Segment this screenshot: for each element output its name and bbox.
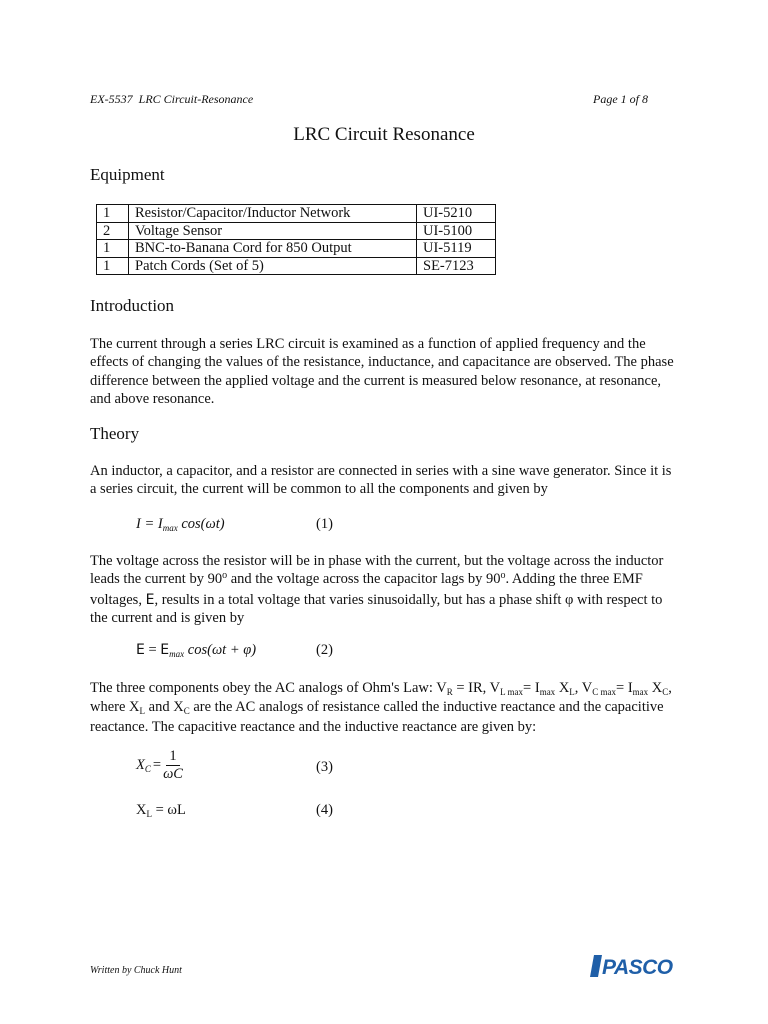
header-page-number: Page 1 of 8: [593, 92, 648, 106]
equipment-row: [97, 257, 496, 275]
equipment-table: [96, 204, 496, 275]
equation-4-number: (4): [316, 802, 333, 818]
introduction-heading: Introduction: [90, 296, 175, 315]
equipment-part-number: UI-5119: [417, 240, 496, 258]
introduction-paragraph: The current through a series LRC circuit is examined as a function of applied frequency and the effects of changing the values of the resistance, inductance, and capacitance are observed. The phase difference between the applied voltage and the current is measured below resonance, at resonance, and above resonance.: [90, 336, 674, 407]
equation-3-number: (3): [316, 759, 333, 775]
equipment-part-number: SE-7123: [417, 257, 496, 275]
equipment-name: Patch Cords (Set of 5): [129, 257, 417, 275]
header-doc-id: EX-5537 LRC Circuit-Resonance: [90, 92, 254, 106]
equation-3: $X_C$ = $\frac{1}{\omega C}$: [136, 748, 183, 782]
equipment-name: Voltage Sensor: [129, 222, 417, 240]
equation-4: $X_L = \omega L$: [136, 802, 186, 819]
equation-1-number: (1): [316, 516, 333, 532]
equipment-row: [97, 222, 496, 240]
equipment-qty: 1: [97, 257, 129, 275]
footer-author: Written by Chuck Hunt: [90, 965, 182, 976]
pasco-logo-icon: [590, 955, 678, 977]
theory-paragraph-3: The three components obey the AC analogs of Ohm's Law: $V_R$ = IR, $V_{L max}= I_{max}$ $X_L$, $V_{C max}= I_{max}$ $X_C$, where $X_L$ and $X_C$ are the AC analogs of resistance called the inductive reactance and the capacitive reactance. The capacitive reactance and the inductive reactance are given by:: [90, 680, 672, 735]
fraction-1-over-omega-c: $\frac{1}{\omega C}$: [163, 748, 183, 782]
equation-2: $E = E_{max}$ cos(ωt + φ): [136, 642, 257, 659]
equipment-qty: 2: [97, 222, 129, 240]
theory-heading: Theory: [90, 424, 140, 443]
emf-symbol: E: [145, 591, 155, 608]
equation-2-number: (2): [316, 642, 333, 658]
document-title: LRC Circuit Resonance: [293, 124, 475, 145]
equipment-part-number: UI-5100: [417, 222, 496, 240]
equipment-name: Resistor/Capacitor/Inductor Network: [129, 205, 417, 223]
equipment-qty: 1: [97, 205, 129, 223]
equipment-name: BNC-to-Banana Cord for 850 Output: [129, 240, 417, 258]
theory-paragraph-2: The voltage across the resistor will be in phase with the current, but the voltage across the inductor leads the current by 90$^o$ and the voltage across the capacitor lags by 90$^o$. Adding the three EMF voltages, E, results in a total voltage that varies sinusoidally, but has a phase shift φ with respect to the current and is given by: [90, 553, 664, 626]
equipment-row: [97, 205, 496, 223]
equipment-heading: Equipment: [90, 165, 165, 184]
svg-text:PASCO: PASCO: [602, 956, 673, 977]
equation-1: $I = I_{max}$ cos(ωt): [136, 516, 225, 533]
theory-paragraph-1: An inductor, a capacitor, and a resistor are connected in series with a sine wave generator. Since it is a series circuit, the current will be common to all the components and given by: [90, 463, 672, 498]
equipment-qty: 1: [97, 240, 129, 258]
equipment-row: [97, 240, 496, 258]
equipment-part-number: UI-5210: [417, 205, 496, 223]
